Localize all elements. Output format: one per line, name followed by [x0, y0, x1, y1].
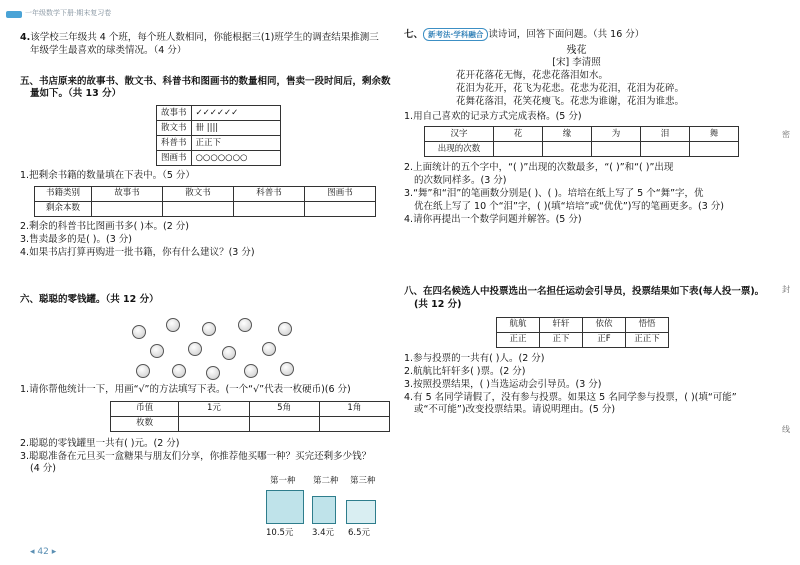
- s7-q2b: 的次数同样多。(3 分): [414, 175, 507, 187]
- q4-top: 4.该学校三年级共 4 个班，每个班人数相同，你能根据三(1)班学生的调查结果推测三: [20, 32, 379, 43]
- coin-icon: [280, 362, 294, 376]
- s7-q2: 2.上面统计的五个字中，“( )”出现的次数最多，“( )”和“( )”出现: [404, 162, 674, 174]
- poem-author: [宋] 李清照: [552, 57, 601, 69]
- table-row: 散文书 卌 ||||: [157, 121, 281, 136]
- s7-q1: 1.用自己喜欢的记录方式完成表格。(5 分): [404, 110, 582, 122]
- coin-icon: [206, 366, 220, 380]
- answer-cell[interactable]: [494, 142, 543, 157]
- table-row: 航航 轩轩 依依 悟悟: [497, 318, 669, 333]
- gift-3-price: 6.5元: [348, 528, 371, 538]
- s6-q1: 1.请你帮他统计一下，用画“√”的方法填写下表。(一个“√”代表一枚硬币)(6 分): [20, 384, 351, 395]
- margin-label: 封: [782, 285, 790, 294]
- table-row: 汉字 花 缘 为 泪 舞: [425, 127, 739, 142]
- s8-q4b: 或“不可能”)改变投票结果。请说明理由。(5 分): [414, 404, 616, 416]
- gift-2-label: 第二种: [313, 476, 339, 486]
- answer-cell[interactable]: [543, 142, 592, 157]
- s6-q3b: (4 分): [30, 463, 56, 475]
- answer-cell[interactable]: [234, 202, 305, 217]
- section-6-title: 六、聪聪的零钱罐。（共 12 分）: [20, 293, 159, 305]
- gift-3-label: 第三种: [350, 476, 376, 486]
- answer-cell[interactable]: [92, 202, 163, 217]
- vote-table: [496, 317, 669, 348]
- s8-q4: 4.有 5 名同学请假了，没有参与投票。如果这 5 名同学参与投票，( )(填“可能”: [404, 391, 737, 403]
- char-table: [424, 126, 739, 157]
- poem-title: 残花: [566, 44, 587, 56]
- margin-label: 线: [782, 425, 790, 434]
- coin-icon: [136, 364, 150, 378]
- s5-q3: 3.售卖最多的是( )。(3 分): [20, 233, 132, 245]
- s7-q3: 3.“舞”和“泪”的笔画数分别是( )、( )。培培在纸上写了 5 个“舞”字，优: [404, 188, 704, 199]
- coin-icon: [172, 364, 186, 378]
- tag-badge: 新考法·学科融合: [423, 28, 488, 41]
- s6-q3: 3.聪聪准备在元旦买一盒糖果与朋友们分享，你推荐他买哪一种？买完还剩多少钱？: [20, 450, 372, 462]
- section-5-title2: 量如下。（共 13 分）: [30, 88, 122, 100]
- table-row: 币值 1元 5角 1角: [111, 401, 390, 416]
- s8-q2: 2.航航比轩轩多( )票。(2 分): [404, 365, 526, 377]
- coin-icon: [222, 346, 236, 360]
- coin-icon: [244, 364, 258, 378]
- poem-line: 花开花落花无悔，花悲花落泪如水。: [456, 70, 609, 82]
- table-row: 正正 正下 正F 正正下: [497, 333, 669, 348]
- section-7-title: 七、 新考法·学科融合 读诗词，回答下面问题。（共 16 分）: [404, 29, 645, 40]
- coin-icon: [132, 325, 146, 339]
- table-row: 出现的次数: [425, 142, 739, 157]
- s5-q1: 1.把剩余书籍的数量填在下表中。（5 分）: [20, 170, 195, 182]
- gift-2-price: 3.4元: [312, 528, 335, 538]
- s8-q3: 3.按照投票结果，( )当选运动会引导员。(3 分): [404, 378, 602, 390]
- coin-icon: [150, 344, 164, 358]
- table-row: 科普书 正正下: [157, 136, 281, 151]
- right-column: [404, 28, 765, 417]
- poem-line: 花舞花落泪，花笑花瘦飞。花悲为谁谢，花泪为谁悲。: [456, 95, 685, 107]
- s6-q2: 2.聪聪的零钱罐里一共有( )元。(2 分): [20, 437, 180, 449]
- gift-box-2-icon: [312, 496, 336, 524]
- s7-q4: 4.请你再提出一个数学问题并解答。(5 分): [404, 213, 582, 225]
- table-row: 故事书 ✓✓✓✓✓✓: [157, 106, 281, 121]
- section-8-title2: (共 12 分): [414, 299, 462, 311]
- answer-cell[interactable]: [163, 202, 234, 217]
- section-5-title: 五、书店原来的故事书、散文书、科普书和图画书的数量相同，售卖一段时间后，剩余数: [20, 75, 391, 87]
- gift-1-label: 第一种: [270, 476, 296, 486]
- answer-cell[interactable]: [305, 202, 376, 217]
- s7-q3b: 优在纸上写了 10 个“泪”字，( )(填“培培”或“优优”)写的笔画更多。(3 分): [414, 200, 724, 212]
- answer-cell[interactable]: [592, 142, 641, 157]
- header-badge: [6, 11, 22, 18]
- section-8-title: 八、在四名候选人中投票选出一名担任运动会引导员，投票结果如下表(每人投一票)。: [404, 286, 765, 298]
- s5-q4: 4.如果书店打算再购进一批书籍，你有什么建议？(3 分): [20, 246, 255, 258]
- tally-table: [156, 105, 281, 166]
- answer-cell[interactable]: [641, 142, 690, 157]
- coin-icon: [188, 342, 202, 356]
- poem-line: 花泪为花开，花飞为花悲。花悲为花泪，花泪为花碎。: [456, 82, 685, 94]
- books-table: [34, 186, 376, 217]
- coin-icon: [166, 318, 180, 332]
- answer-cell[interactable]: [319, 416, 389, 431]
- table-row: 枚数: [111, 416, 390, 431]
- coin-icon: [262, 342, 276, 356]
- coin-icon: [278, 322, 292, 336]
- q4-top-line2: 年级学生最喜欢的球类情况。（4 分）: [30, 44, 187, 56]
- coin-icon: [238, 318, 252, 332]
- table-row: 剩余本数: [35, 202, 376, 217]
- gift-1-price: 10.5元: [266, 528, 294, 538]
- section-6-questions: [20, 384, 390, 476]
- gift-box-3-icon: [346, 500, 376, 524]
- margin-label: 密: [782, 130, 790, 139]
- left-column: [20, 28, 390, 306]
- gift-box-1-icon: [266, 490, 304, 524]
- answer-cell[interactable]: [690, 142, 739, 157]
- table-row: 书籍类别 故事书 散文书 科普书 图画书: [35, 187, 376, 202]
- page-number: ◂ 42 ▸: [30, 547, 57, 557]
- answer-cell[interactable]: [249, 416, 319, 431]
- s5-q2: 2.剩余的科普书比图画书多( )本。(2 分): [20, 221, 189, 233]
- table-row: 图画书 ○○○○○○○: [157, 151, 281, 166]
- coin-icon: [202, 322, 216, 336]
- s8-q1: 1.参与投票的一共有( )人。(2 分): [404, 353, 545, 365]
- answer-cell[interactable]: [179, 416, 249, 431]
- header-text: 一年级数学下册·期末复习卷: [25, 9, 112, 17]
- coins-table: [110, 401, 390, 432]
